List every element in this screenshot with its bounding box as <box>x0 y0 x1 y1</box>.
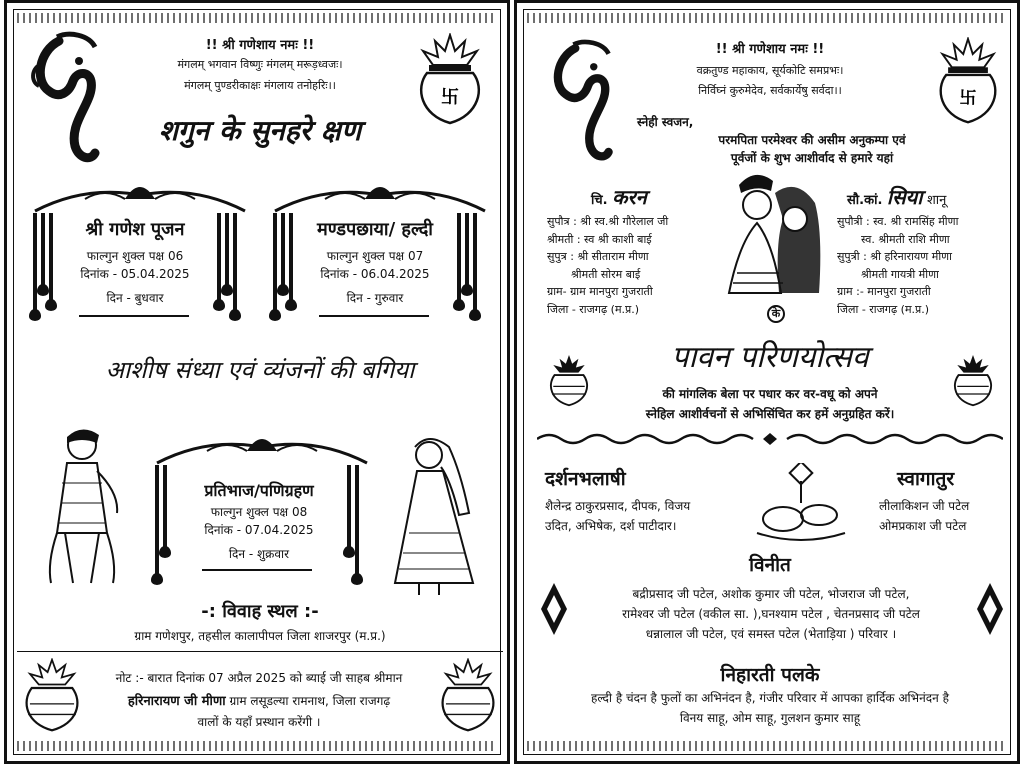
note-line-2 <box>77 691 441 709</box>
event2-title: मण्डपछाया/ हल्दी <box>317 219 433 240</box>
ornament-arch-icon <box>265 175 495 215</box>
mantra-line-2: मंगलम् पुण्डरीकाक्षः मंगलाय तनोहरिः।। <box>184 79 336 92</box>
invite-line-1: की मांगलिक बेला पर पधार कर वर-वधू को अपने <box>662 387 878 401</box>
lace-border-bottom <box>17 741 497 751</box>
bride-name: सिया <box>886 185 923 209</box>
nihar-line: हल्दी है चंदन है फुलों का अभिनंदन है, गंजीर परिवार में आपका हार्दिक अभिनंदन है <box>591 691 949 705</box>
bride-family-line: श्रीमती गायत्री मीणा <box>861 267 939 281</box>
vinit-line: धन्नालाल जी पटेल, एवं समस्त पटेल (भेताड़िया ) परिवार । <box>645 626 897 641</box>
ornament-arch-icon <box>25 175 255 215</box>
bride-family-line: ग्राम :- मानपुरा गुजराती <box>837 285 931 299</box>
event1-title: श्री गणेश पूजन <box>85 219 185 240</box>
bride-family-line: सुपुत्री : श्री हरिनारायण मीणा <box>837 250 952 264</box>
nihar-line: विनय साहू, ओम साहू, गुलशन कुमार साहू <box>679 710 861 725</box>
invite-line-2: स्नेहिल आशीर्वचनों से अभिसिंचित कर हमें अनुग्रहित करें। <box>645 407 895 421</box>
venue-address: ग्राम गणेशपुर, तहसील कालापीपल जिला शाजरपुर (म.प्र.) <box>134 629 386 643</box>
bride-figure-icon <box>389 433 479 598</box>
bride-family-line: सुपौत्री : स्व. श्री रामसिंह मीणा <box>837 215 959 228</box>
event2-day: दिन - गुरुवार <box>346 291 404 305</box>
groom-family-line: सुपुत्र : श्री सीताराम मीणा <box>547 250 649 264</box>
lace-border-top <box>527 13 1007 23</box>
bride-name-line <box>847 183 946 210</box>
swagat-heading: स्वागातुर <box>897 468 955 490</box>
groom-family-line: श्रीमती : स्व श्री काशी बाई <box>547 232 652 246</box>
event2-date: दिनांक - 06.04.2025 <box>320 267 430 281</box>
groom-prefix: चि. <box>591 193 608 208</box>
event3-date: दिनांक - 07.04.2025 <box>204 523 314 537</box>
mantra-line-1: मंगलम् भगवान विष्णुः मंगलम् मरूड़ध्वजः। <box>177 58 343 71</box>
invocation: !! श्री गणेशाय नमः !! <box>715 42 825 57</box>
ganesha-icon <box>29 31 109 166</box>
kalash-icon <box>21 658 83 733</box>
kalash-icon <box>415 33 485 128</box>
swagat-names <box>879 497 1009 537</box>
event1-tithi: फाल्गुन शुक्ल पक्ष 06 <box>86 249 184 263</box>
vinit-names <box>571 585 971 644</box>
main-heading: शगुन के सुनहरे क्षण <box>158 114 362 147</box>
event3-day: दिन - शुक्रवार <box>228 547 290 561</box>
ke-badge: के <box>767 305 785 323</box>
swagat-line: ओमप्रकाश जी पटेल <box>879 518 967 533</box>
groom-family-line: सुपौत्र : श्री स्व.श्री गौरेलाल जी <box>547 215 669 228</box>
groom-figure-icon <box>37 423 127 593</box>
kalash-icon <box>933 37 1003 127</box>
scroll-divider-icon <box>537 431 1003 447</box>
bride-family <box>837 213 1009 319</box>
diamond-ornament-icon <box>539 581 569 637</box>
note-line-3: वालों के यहाँ प्रस्थान करेंगी । <box>197 715 321 729</box>
divider <box>202 569 312 571</box>
venue-heading: -: विवाह स्थल :- <box>201 601 319 622</box>
intro-line-2: पूर्वजों के शुभ आशीर्वाद से हमारे यहां <box>730 151 894 165</box>
sub-heading: आशीष संध्या एवं व्यंजनों की बगिया <box>105 356 415 384</box>
event3-tithi: फाल्गुन शुक्ल पक्ष 08 <box>210 505 308 519</box>
svg-text:卐: 卐 <box>441 87 459 108</box>
vinit-line: बद्रीप्रसाद जी पटेल, अशोक कुमार जी पटेल, भोजराज जी पटेल, <box>632 587 910 601</box>
svg-text:卐: 卐 <box>959 88 977 109</box>
groom-family <box>547 213 727 319</box>
bride-family-line: स्व. श्रीमती राशि मीणा <box>861 232 950 246</box>
darshan-line: शैलेन्द्र ठाकुरप्रसाद, दीपक, विजय <box>545 499 691 513</box>
couple-illustration-icon <box>719 163 829 303</box>
right-invitation-card <box>514 0 1020 764</box>
swagat-line: लीलाकिशन जी पटेल <box>879 499 970 513</box>
note-name: हरिनारायण जी मीणा <box>127 694 226 709</box>
ornament-arch-icon <box>147 427 377 467</box>
event1-date: दिनांक - 05.04.2025 <box>80 267 190 281</box>
event3-title: प्रतिभाज/पणिग्रहण <box>204 481 314 500</box>
bride-prefix: सौ.कां. <box>847 193 883 208</box>
divider <box>17 651 503 652</box>
groom-family-line: जिला - राजगढ़ (म.प्र.) <box>547 302 640 316</box>
shloka-line-2: निर्विघ्नं कुरुमेदेव, सर्वकार्येषु सर्वदा।। <box>698 84 842 97</box>
kalash-icon <box>951 353 995 411</box>
lace-border-top <box>17 13 497 23</box>
groom-name: करन <box>612 185 647 209</box>
note-rest: ग्राम लसूडल्या रामनाथ, जिला राजगढ़ <box>229 694 391 708</box>
lace-border-bottom <box>527 741 1007 751</box>
greeting: स्नेही स्वजन, <box>637 115 694 129</box>
darshan-names <box>545 497 755 537</box>
main-heading: पावन परिणयोत्सव <box>671 340 869 375</box>
ganesha-icon <box>547 39 622 164</box>
dhol-drum-icon <box>753 463 849 543</box>
kalash-icon <box>547 353 591 411</box>
divider <box>319 315 429 317</box>
darshan-heading: दर्शनभलाषी <box>545 468 626 490</box>
event1-day: दिन - बुधवार <box>106 291 164 305</box>
invocation: !! श्री गणेशाय नमः !! <box>205 38 315 53</box>
note-line-1: नोट :- बारात दिनांक 07 अप्रैल 2025 को ब्याई जी साहब श्रीमान <box>115 671 403 685</box>
nihar-names <box>531 689 1009 729</box>
diamond-ornament-icon <box>975 581 1005 637</box>
groom-family-line: ग्राम- ग्राम मानपुरा गुजराती <box>547 285 653 299</box>
groom-name-line <box>591 183 647 210</box>
bride-surname: शानू <box>926 193 947 208</box>
intro-line-1: परमपिता परमेश्वर की असीम अनुकम्पा एवं <box>718 133 906 147</box>
divider <box>79 315 189 317</box>
event2-tithi: फाल्गुन शुक्ल पक्ष 07 <box>326 249 424 263</box>
bride-family-line: जिला - राजगढ़ (म.प्र.) <box>837 302 930 316</box>
left-invitation-card <box>4 0 510 764</box>
darshan-line: उदित, अभिषेक, दर्श पाटीदार। <box>545 518 677 533</box>
vinit-heading: विनीत <box>749 554 791 576</box>
groom-family-line: श्रीमती सोरम बाई <box>571 267 641 281</box>
kalash-icon <box>437 658 499 733</box>
shloka-line-1: वक्रतुण्ड महाकाय, सूर्यकोटि समप्रभः। <box>696 64 844 77</box>
nihar-heading: निहारती पलके <box>720 664 820 686</box>
vinit-line: रामेश्वर जी पटेल (वकील सा. ),घनश्याम पटेल , चेतनप्रसाद जी पटेल <box>622 606 920 621</box>
